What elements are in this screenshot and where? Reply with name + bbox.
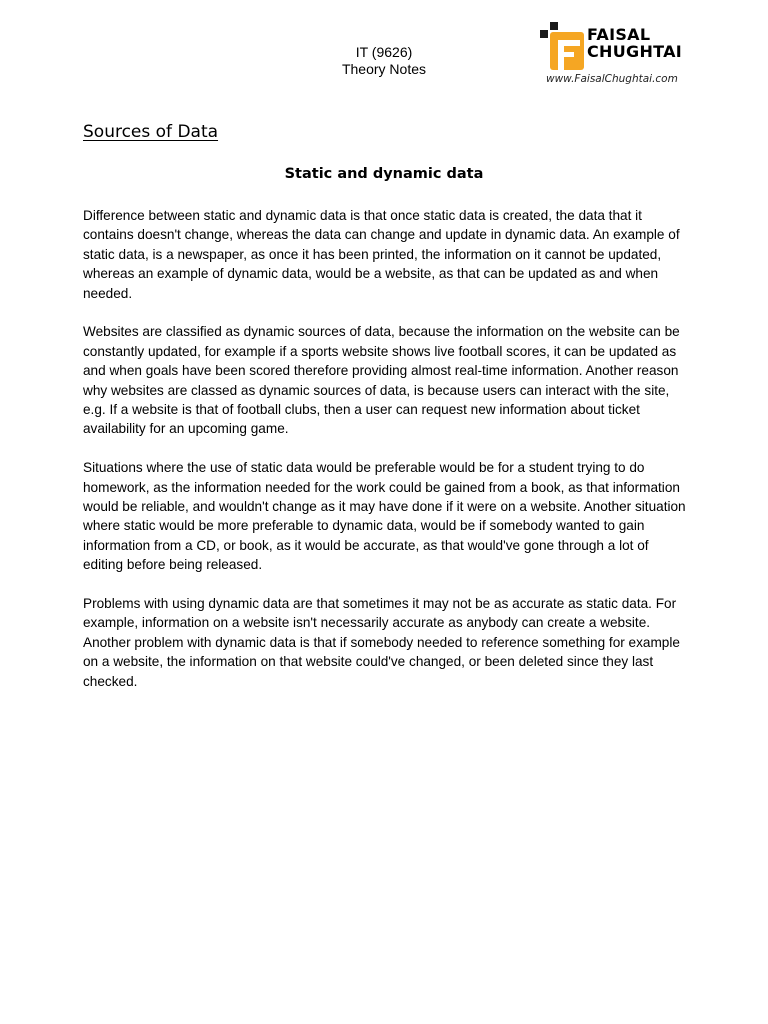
section-title: Sources of Data	[83, 122, 219, 142]
brand-name-last: CHUGHTAI	[587, 42, 683, 61]
logo-mark-icon	[538, 20, 586, 72]
document-body	[83, 206, 691, 711]
notes-subtitle: Theory Notes	[341, 61, 427, 77]
paragraph: Problems with using dynamic data are that sometimes it may not be as accurate as static data. For example, information on a website isn't necessarily accurate as anybody can create a website. Another problem with dynamic data is that if somebody needed to reference something for example on a website, the information on that website could've changed, or been deleted since they last checked.	[83, 596, 680, 689]
paragraph: Websites are classified as dynamic sources of data, because the information on the website can be constantly updated, for example if a sports website shows live football scores, it can be updated as and when goals have been scored therefore providing almost real-time information. Another reason why websites are classed as dynamic sources of data, is because users can interact with the site, e.g. If a website is that of football clubs, then a user can request new information about ticket availability for an upcoming game.	[83, 324, 680, 437]
brand-logo	[538, 20, 698, 90]
paragraph: Situations where the use of static data would be preferable would be for a student trying to do homework, as the information needed for the work could be gained from a book, as that information would be reliable, and wouldn't change as it may have done if it were on a website. Another situation where static would be more preferable to dynamic data, would be if somebody wanted to gain information from a CD, or book, as it would be accurate, as that would've gone through a lot of editing before being released.	[83, 460, 686, 573]
paragraph: Difference between static and dynamic data is that once static data is created, the data that it contains doesn't change, whereas the data can change and update in dynamic data. An example of static data, is a newspaper, as once it has been printed, the information on it cannot be updated, whereas an example of dynamic data, would be a website, as that can be updated as and when needed.	[83, 208, 680, 301]
course-code: IT (9626)	[355, 44, 413, 60]
brand-name-first: FAISAL	[587, 25, 651, 44]
brand-url: www.FaisalChughtai.com	[546, 73, 678, 85]
document-header	[284, 44, 484, 78]
subheading: Static and dynamic data	[284, 166, 484, 182]
